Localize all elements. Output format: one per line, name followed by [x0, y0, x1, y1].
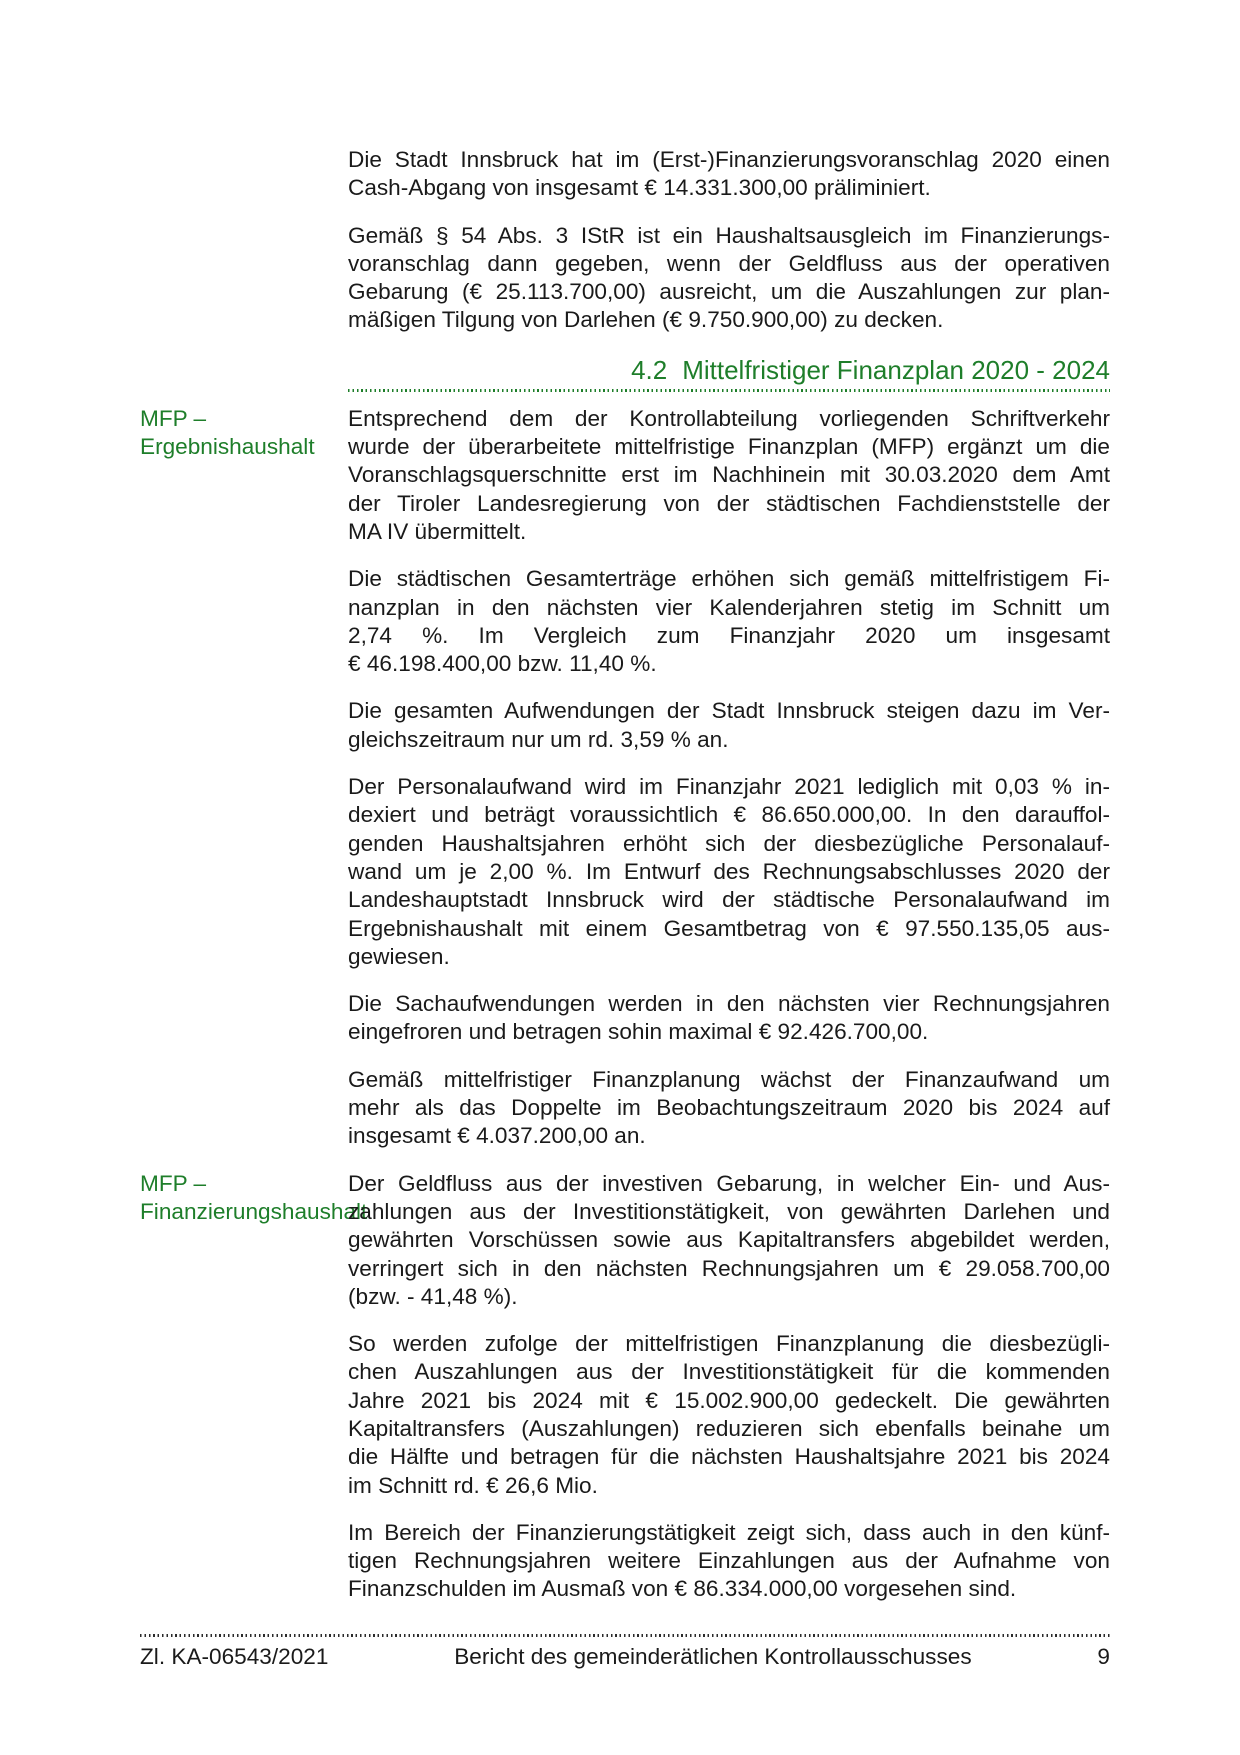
body-text-line: zahlungen aus der Investitionstätigkeit, von gewährten Darlehen und	[348, 1198, 1110, 1224]
body-text-line: Der Personalaufwand wird im Finanzjahr 2021 lediglich mit 0,03 % in-	[348, 774, 1110, 800]
paragraph-col	[348, 1066, 1110, 1151]
body-text-line: eingefroren und betragen sohin maximal € 92.426.700,00.	[348, 1019, 929, 1045]
body-text-line: Finanzschulden im Ausmaß von € 86.334.000,00 vorgesehen sind.	[348, 1576, 1017, 1602]
body-text-line: MA IV übermittelt.	[348, 518, 527, 544]
body-text-line: 2,74 %. Im Vergleich zum Finanzjahr 2020 um insgesamt	[348, 622, 1110, 648]
body-text-line: Die Sachaufwendungen werden in den nächsten vier Rechnungsjahren	[348, 991, 1110, 1017]
paragraph-col	[348, 405, 1110, 546]
body-text-line: insgesamt € 4.037.200,00 an.	[348, 1123, 646, 1149]
body-text-line: der Tiroler Landesregierung von der städtischen Fachdienststelle der	[348, 490, 1110, 516]
paragraph-col	[348, 146, 1110, 203]
body-text-line: Gemäß § 54 Abs. 3 IStR ist ein Haushaltsausgleich im Finanzierungs-	[348, 222, 1110, 248]
body-text-line: gleichszeitraum nur um rd. 3,59 % an.	[348, 726, 729, 752]
margin-label-line: Finanzierungshaushalt	[140, 1198, 368, 1224]
body-text-line: Die Stadt Innsbruck hat im (Erst-)Finanzierungsvoranschlag 2020 einen	[348, 147, 1110, 172]
body-text-line: Entsprechend dem der Kontrollabteilung vorliegenden Schriftverkehr	[348, 405, 1110, 431]
footer-row	[140, 1643, 1110, 1671]
page-footer	[140, 1634, 1110, 1671]
body-text-line: voranschlag dann gegeben, wenn der Geldfluss aus der operativen	[348, 250, 1110, 276]
section-number: 4.2	[631, 354, 668, 385]
body-text-line: Voranschlagsquerschnitte erst im Nachhinein mit 30.03.2020 dem Amt	[348, 462, 1110, 488]
paragraph-row	[140, 1330, 1110, 1500]
section-heading-col	[348, 354, 1110, 392]
body-text-line: chen Auszahlungen aus der Investitionstätigkeit für die kommenden	[348, 1359, 1110, 1385]
footer-page-number: 9	[1097, 1644, 1110, 1669]
body-text-line: wand um je 2,00 %. Im Entwurf des Rechnungsabschlusses 2020 der	[348, 858, 1110, 884]
body-text-line: Die städtischen Gesamterträge erhöhen sich gemäß mittelfristigem Fi-	[348, 566, 1110, 592]
footer-report-title: Bericht des gemeinderätlichen Kontrollausschusses	[454, 1644, 972, 1669]
paragraph-row	[140, 990, 1110, 1047]
paragraph-col	[348, 697, 1110, 754]
paragraph-row	[140, 1170, 1110, 1311]
paragraph-row	[140, 773, 1110, 971]
body-text-line: gewiesen.	[348, 943, 450, 969]
body-text-line: Jahre 2021 bis 2024 mit € 15.002.900,00 gedeckelt. Die gewährten	[348, 1387, 1110, 1413]
body-text-line: Der Geldfluss aus der investiven Gebarung, in welcher Ein- und Aus-	[348, 1170, 1110, 1196]
section-heading-row	[140, 354, 1110, 392]
body-text-line: dexiert und beträgt voraussichtlich € 86.650.000,00. In den darauffol-	[348, 802, 1110, 828]
section-title: Mittelfristiger Finanzplan 2020 - 2024	[682, 354, 1110, 385]
body-text-line: Im Bereich der Finanzierungstätigkeit zeigt sich, dass auch in den künf-	[348, 1519, 1110, 1545]
paragraph-col	[348, 773, 1110, 971]
body-text-line: gewährten Vorschüssen sowie aus Kapitaltransfers abgebildet werden,	[348, 1227, 1110, 1253]
paragraph-row	[140, 146, 1110, 203]
body-text-line: verringert sich in den nächsten Rechnungsjahren um € 29.058.700,00	[348, 1255, 1110, 1281]
body-text-line: mehr als das Doppelte im Beobachtungszeitraum 2020 bis 2024 auf	[348, 1095, 1110, 1121]
paragraph-col	[348, 1170, 1110, 1311]
paragraph-col	[348, 1330, 1110, 1500]
document-content	[140, 146, 1110, 1604]
body-text-line: tigen Rechnungsjahren weitere Einzahlungen aus der Aufnahme von	[348, 1548, 1110, 1574]
margin-label	[140, 1170, 368, 1227]
body-text-line: So werden zufolge der mittelfristigen Finanzplanung die diesbezügli-	[348, 1331, 1110, 1357]
body-text-line: Gemäß mittelfristiger Finanzplanung wächst der Finanzaufwand um	[348, 1066, 1110, 1092]
body-text-line: (bzw. - 41,48 %).	[348, 1283, 518, 1309]
body-text-line: wurde der überarbeitete mittelfristige Finanzplan (MFP) ergänzt um die	[348, 434, 1110, 460]
heading-dotted-underline	[348, 389, 1110, 392]
body-text-line: Landeshauptstadt Innsbruck wird der städtische Personalaufwand im	[348, 887, 1110, 913]
paragraph-col	[348, 1519, 1110, 1604]
paragraph-col	[348, 990, 1110, 1047]
paragraph-row	[140, 1519, 1110, 1604]
paragraph-row	[140, 222, 1110, 335]
body-text-line: Ergebnishaushalt mit einem Gesamtbetrag von € 97.550.135,05 aus-	[348, 915, 1110, 941]
body-text-line: im Schnitt rd. € 26,6 Mio.	[348, 1472, 598, 1498]
paragraph-row	[140, 1066, 1110, 1151]
body-text-line: Cash-Abgang von insgesamt € 14.331.300,00 präliminiert.	[348, 175, 931, 201]
margin-label-line: MFP –	[140, 405, 207, 431]
paragraph-row	[140, 697, 1110, 754]
body-text-line: € 46.198.400,00 bzw. 11,40 %.	[348, 651, 657, 677]
footer-divider-dotted-line	[140, 1634, 1110, 1637]
margin-label-line: MFP –	[140, 1170, 207, 1196]
body-text-line: mäßigen Tilgung von Darlehen (€ 9.750.900,00) zu decken.	[348, 307, 944, 333]
paragraph-row	[140, 405, 1110, 546]
body-text-line: Gebarung (€ 25.113.700,00) ausreicht, um die Auszahlungen zur plan-	[348, 279, 1110, 305]
body-text-line: genden Haushaltsjahren erhöht sich der diesbezügliche Personalauf-	[348, 830, 1110, 856]
body-text-line: Kapitaltransfers (Auszahlungen) reduzieren sich ebenfalls beinahe um	[348, 1415, 1110, 1441]
body-text-line: Die gesamten Aufwendungen der Stadt Innsbruck steigen dazu im Ver-	[348, 698, 1110, 724]
paragraph-col	[348, 222, 1110, 335]
section-heading	[348, 354, 1110, 387]
body-text-line: die Hälfte und betragen für die nächsten Haushaltsjahre 2021 bis 2024	[348, 1444, 1110, 1470]
paragraph-row	[140, 565, 1110, 678]
margin-label-line: Ergebnishaushalt	[140, 434, 315, 460]
footer-reference-number: Zl. KA-06543/2021	[140, 1644, 329, 1669]
body-text-line: nanzplan in den nächsten vier Kalenderjahren stetig im Schnitt um	[348, 594, 1110, 620]
paragraph-col	[348, 565, 1110, 678]
margin-label	[140, 405, 348, 462]
